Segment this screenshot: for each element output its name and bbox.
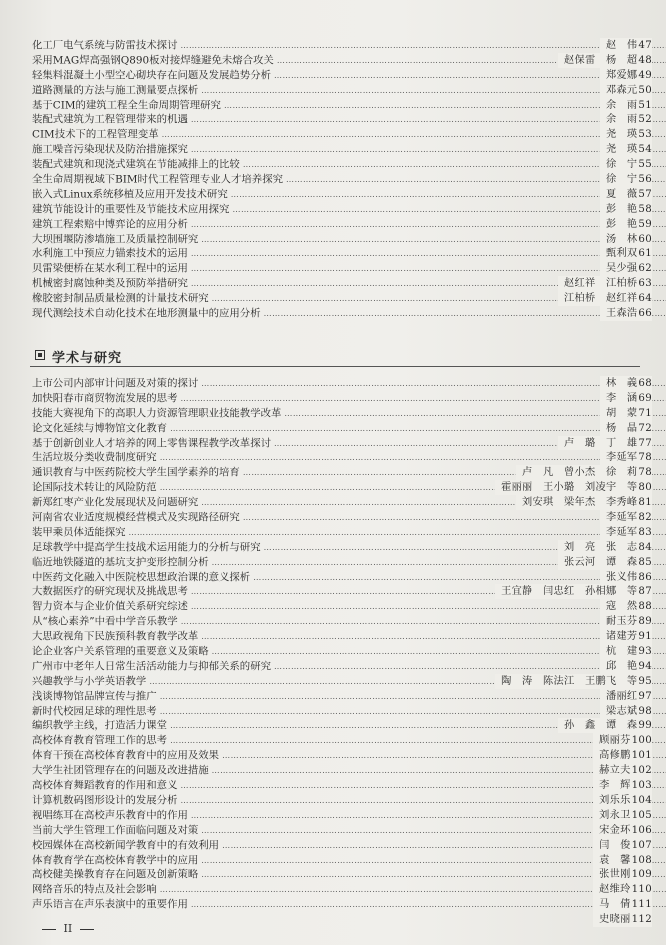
toc-entry xyxy=(0,689,666,704)
toc-entry-author: 王森浩 xyxy=(605,308,638,320)
toc-entry-meta xyxy=(600,599,652,614)
toc-entry-author: 赵保雷 杨 超 xyxy=(564,54,638,66)
toc-entry-page: 54 xyxy=(638,144,652,156)
toc-entry-meta xyxy=(593,808,652,823)
toc-entry xyxy=(0,172,666,187)
toc-entry-page: 84 xyxy=(638,541,652,553)
toc-entry-meta xyxy=(593,778,652,793)
toc-entry-page: 57 xyxy=(638,188,652,200)
toc-entry-meta xyxy=(600,421,652,436)
section-title: 学术与研究 xyxy=(52,351,123,366)
toc-entry-author: 顾丽芬 xyxy=(599,735,631,747)
toc-entry-author: 郑爱娜 xyxy=(605,69,638,81)
toc-entry-title: 基于CIM的建筑工程全生命周期管理研究 …………………………………………………………………………………………………………………………………………………………………………………………………… xyxy=(0,98,666,113)
toc-entry-meta xyxy=(600,644,652,659)
toc-entry-author: 张云河 谭 森 xyxy=(564,556,638,568)
toc-entry-title: 建筑工程索赔中博弈论的应用分析 …………………………………………………………………………………………………………………………………………………………………………………………………… xyxy=(0,217,666,232)
toc-entry xyxy=(0,853,666,868)
toc-entry-page: 112 xyxy=(631,914,652,926)
toc-entry-title: 大数据医疗的研究现状及挑战思考 …………………………………………………………………………………………………………………………………………………………………………………………………… xyxy=(0,584,666,599)
toc-entry-author: 李 辉 xyxy=(599,780,631,792)
toc-entry-author: 宋金环 xyxy=(599,824,631,836)
toc-entry-meta xyxy=(600,570,652,585)
toc-entry xyxy=(0,68,666,83)
toc-entry xyxy=(0,157,666,172)
toc-entry-meta xyxy=(495,584,652,599)
toc-entry-title: 现代测绘技术自动化技术在地形测量中的应用分析 …………………………………………………………………………………………………………………………………………………………………………………………………… xyxy=(0,306,666,321)
toc-entry-meta xyxy=(593,763,652,778)
toc-entry xyxy=(0,246,666,261)
toc-entry-page: 91 xyxy=(638,631,652,643)
toc-entry xyxy=(0,540,666,555)
toc-entry-title: 化工厂电气系统与防雷技术探讨 …………………………………………………………………………………………………………………………………………………………………………………………………… xyxy=(0,38,666,53)
toc-entry-meta xyxy=(593,733,652,748)
toc-entry-title: 装配式建筑为工程管理带来的机遇 …………………………………………………………………………………………………………………………………………………………………………………………………… xyxy=(0,112,666,127)
toc-entry-author: 卢 璐 丁 雄 xyxy=(564,437,638,449)
toc-entry-page: 77 xyxy=(638,437,652,449)
toc-entry-meta xyxy=(600,202,652,217)
toc-entry-author: 李延军 xyxy=(605,512,638,524)
toc-entry xyxy=(0,570,666,585)
toc-entry-title: 新时代校园足球的理性思考 …………………………………………………………………………………………………………………………………………………………………………………………………… xyxy=(0,704,666,719)
toc-entry xyxy=(0,495,666,510)
toc-entry-title: 河南省农业适度规模经营模式及实现路径研究 …………………………………………………………………………………………………………………………………………………………………………………………………… xyxy=(0,510,666,525)
toc-entry-title: 论国际技术转让的风险防范 …………………………………………………………………………………………………………………………………………………………………………………………………… xyxy=(0,480,666,495)
toc-entry-page: 52 xyxy=(638,114,652,126)
toc-entry-page: 99 xyxy=(638,720,652,732)
toc-entry-author: 霍丽丽 王小璐 刘凌宇 等 xyxy=(501,482,638,494)
toc-entry-title: 中医药文化融入中医院校思想政治课的意义探析 …………………………………………………………………………………………………………………………………………………………………………………………………… xyxy=(0,570,666,585)
toc-entry xyxy=(0,53,666,68)
toc-entry xyxy=(0,748,666,763)
toc-entry-page: 48 xyxy=(638,54,652,66)
toc-entry-author: 胡 蒙 xyxy=(605,407,638,419)
toc-entry-page: 103 xyxy=(631,780,652,792)
toc-entry-page: 71 xyxy=(638,407,652,419)
toc-entry xyxy=(0,584,666,599)
toc-entry-author: 吴少强 xyxy=(605,263,638,275)
toc-entry-title: 通识教育与中医药院校大学生国学素养的培育 …………………………………………………………………………………………………………………………………………………………………………………………………… xyxy=(0,465,666,480)
toc-entry-meta xyxy=(593,838,652,853)
toc-entry-title: 机械密封腐蚀种类及预防举措研究 …………………………………………………………………………………………………………………………………………………………………………………………………… xyxy=(0,276,666,291)
toc-entry-title: 施工噪音污染现状及防治措施探究 …………………………………………………………………………………………………………………………………………………………………………………………………… xyxy=(0,142,666,157)
toc-entry-title: 装配式建筑和现浇式建筑在节能减排上的比较 …………………………………………………………………………………………………………………………………………………………………………………………………… xyxy=(0,157,666,172)
toc-entry-title: 大思政视角下民族预科教育教学改革 …………………………………………………………………………………………………………………………………………………………………………………………………… xyxy=(0,629,666,644)
toc-entry-author: 潘丽红 xyxy=(605,690,638,702)
toc-entry-meta xyxy=(558,53,652,68)
toc-entry-author: 林 義 xyxy=(605,378,638,389)
toc-entry-title: 足球教学中提高学生技战术运用能力的分析与研究 …………………………………………………………………………………………………………………………………………………………………………………………………… xyxy=(0,540,666,555)
toc-entry xyxy=(0,465,666,480)
toc-entry xyxy=(0,674,666,689)
toc-entry xyxy=(0,763,666,778)
toc-entry-title: 轻集料混凝土小型空心砌块存在问题及发展趋势分析 …………………………………………………………………………………………………………………………………………………………………………………………………… xyxy=(0,68,666,83)
toc-entry xyxy=(0,599,666,614)
toc-entry xyxy=(0,436,666,451)
toc-entry-author: 夏 薇 xyxy=(605,188,638,200)
toc-entry-meta xyxy=(593,867,652,882)
toc-entry-meta xyxy=(600,68,652,83)
toc-entry xyxy=(0,202,666,217)
toc-entry-author: 赵红祥 江柏桥 xyxy=(564,278,638,290)
toc-entry-page: 107 xyxy=(631,839,652,851)
toc-entry xyxy=(0,614,666,629)
toc-entry-title: 浅谈博物馆品牌宣传与推广 …………………………………………………………………………………………………………………………………………………………………………………………………… xyxy=(0,689,666,704)
toc-entry-meta xyxy=(600,172,652,187)
toc-entry xyxy=(0,823,666,838)
toc-entry-meta xyxy=(593,912,652,927)
toc-entry-author: 赵 伟 xyxy=(605,40,638,51)
toc-entry-title: 道路测量的方法与施工测量要点探析 …………………………………………………………………………………………………………………………………………………………………………………………………… xyxy=(0,83,666,98)
toc-entry-page: 87 xyxy=(638,586,652,598)
toc-entry-page: 63 xyxy=(638,278,652,290)
toc-entry-page: 62 xyxy=(638,263,652,275)
toc-entry xyxy=(0,127,666,142)
toc-entry-author: 寇 然 xyxy=(605,601,638,613)
toc-entry xyxy=(0,261,666,276)
toc-entry xyxy=(0,912,666,927)
toc-entry-meta xyxy=(600,629,652,644)
toc-entry-meta xyxy=(600,450,652,465)
toc-entry-author: 余 雨 xyxy=(605,114,638,126)
toc-entry-page: 100 xyxy=(631,735,652,747)
toc-entry-title: 广州市中老年人日常生活活动能力与抑郁关系的研究 …………………………………………………………………………………………………………………………………………………………………………………………………… xyxy=(0,659,666,674)
footer-dash-right xyxy=(80,929,94,930)
toc-entry-author: 张义伟 xyxy=(605,571,638,583)
toc-entry-meta xyxy=(600,157,652,172)
toc-entry-page: 64 xyxy=(638,293,652,305)
toc-entry-title: 水利施工中预应力锚索技术的运用 …………………………………………………………………………………………………………………………………………………………………………………………………… xyxy=(0,246,666,261)
toc-entry-title: 论企业客户关系管理的重要意义及策略 …………………………………………………………………………………………………………………………………………………………………………………………………… xyxy=(0,644,666,659)
toc-entry-title: 高校体育教育管理工作的思考 …………………………………………………………………………………………………………………………………………………………………………………………………… xyxy=(0,733,666,748)
toc-entry xyxy=(0,629,666,644)
toc-entry xyxy=(0,897,666,912)
toc-entry-author: 孙 鑫 谭 森 xyxy=(564,720,638,732)
toc-entry-page: 86 xyxy=(638,571,652,583)
toc-entry-page: 102 xyxy=(631,765,652,777)
toc-entry-page: 88 xyxy=(638,601,652,613)
toc-entry xyxy=(0,525,666,540)
toc-entry-author: 赫立夫 xyxy=(599,765,631,777)
toc-entry-author: 张世刚 xyxy=(599,869,631,881)
toc-entry-page: 85 xyxy=(638,556,652,568)
toc-entry-author: 李延军 xyxy=(605,526,638,538)
toc-entry-title: 生活垃圾分类收费制度研究 …………………………………………………………………………………………………………………………………………………………………………………………………… xyxy=(0,450,666,465)
toc-entry xyxy=(0,659,666,674)
toc-entry xyxy=(0,276,666,291)
toc-entry-meta xyxy=(600,142,652,157)
toc-entry xyxy=(0,555,666,570)
toc-entry-author: 刘 亮 张 志 xyxy=(564,541,638,553)
toc-entry-page: 50 xyxy=(638,84,652,96)
toc-entry-title: 网络音乐的特点及社会影响 …………………………………………………………………………………………………………………………………………………………………………………………………… xyxy=(0,882,666,897)
toc-entry-meta xyxy=(600,83,652,98)
toc-entry xyxy=(0,83,666,98)
toc-entry-meta xyxy=(516,495,652,510)
toc-entry-author: 刘永卫 xyxy=(599,809,631,821)
toc-entry-meta xyxy=(600,217,652,232)
toc-entry xyxy=(0,793,666,808)
toc-entry-title: 高校体育舞蹈教育的作用和意义 …………………………………………………………………………………………………………………………………………………………………………………………………… xyxy=(0,778,666,793)
toc-entry-title: 体育干预在高校体育教育中的应用及效果 …………………………………………………………………………………………………………………………………………………………………………………………………… xyxy=(0,748,666,763)
toc-entry-author: 马 倩 xyxy=(599,899,631,911)
toc-entry-meta xyxy=(558,436,652,451)
toc-entry-author: 王宜静 闫忠红 孙相娜 等 xyxy=(501,586,638,598)
toc-entry-title: 高校健美操教育存在问题及创新策略 …………………………………………………………………………………………………………………………………………………………………………………………………… xyxy=(0,867,666,882)
toc-entry xyxy=(0,291,666,306)
toc-entry-page: 111 xyxy=(631,899,652,911)
toc-entry-meta xyxy=(516,465,652,480)
toc-entry-author: 刘安琪 梁年杰 李秀峰 xyxy=(522,497,638,509)
toc-entry-page: 93 xyxy=(638,646,652,658)
toc-entry-page: 109 xyxy=(631,869,652,881)
toc-entry-page: 61 xyxy=(638,248,652,260)
toc-entry-meta xyxy=(593,853,652,868)
toc-entry-page: 53 xyxy=(638,129,652,141)
toc-entry-title: 嵌入式Linux系统移植及应用开发技术研究 …………………………………………………………………………………………………………………………………………………………………………………………………… xyxy=(0,187,666,202)
toc-entry-title: 全生命周期视域下BIM时代工程管理专业人才培养探究 …………………………………………………………………………………………………………………………………………………………………………………………………… xyxy=(0,172,666,187)
toc-entry xyxy=(0,733,666,748)
toc-entry-page: 78 xyxy=(638,452,652,464)
toc-entry xyxy=(0,867,666,882)
toc-entry xyxy=(0,480,666,495)
toc-entry-meta xyxy=(593,793,652,808)
toc-entry xyxy=(0,882,666,897)
toc-entry-meta xyxy=(600,704,652,719)
toc-entry-meta xyxy=(600,38,652,53)
toc-entry-author: 卢 凡 曾小杰 徐 莉 xyxy=(522,467,638,479)
toc-entry-page: 82 xyxy=(638,512,652,524)
toc-entry-author: 杭 建 xyxy=(605,646,638,658)
toc-entry xyxy=(0,112,666,127)
toc-entry-meta xyxy=(558,291,652,306)
toc-entry-page: 58 xyxy=(638,203,652,215)
toc-entry-meta xyxy=(600,689,652,704)
toc-entry xyxy=(0,217,666,232)
toc-entry-title: 声乐语言在声乐表演中的重要作用 …………………………………………………………………………………………………………………………………………………………………………………………………… xyxy=(0,897,666,912)
toc-entry-author: 李 涵 xyxy=(605,392,638,404)
toc-entry-meta xyxy=(600,98,652,113)
toc-entry-page: 80 xyxy=(638,482,652,494)
toc-entry-meta xyxy=(593,897,652,912)
toc-entry-title: 从“核心素养”中看中学音乐教学 …………………………………………………………………………………………………………………………………………………………………………………………………… xyxy=(0,614,666,629)
toc-entry-author: 尧 瑛 xyxy=(605,129,638,141)
toc-entry-meta xyxy=(558,718,652,733)
toc-entry-meta xyxy=(600,232,652,247)
toc-entry xyxy=(0,406,666,421)
toc-entry-title: 装甲乘员体适能探究 …………………………………………………………………………………………………………………………………………………………………………………………………… xyxy=(0,525,666,540)
toc-entry-title: 大坝围堰防渗墙施工及质量控制研究 …………………………………………………………………………………………………………………………………………………………………………………………………… xyxy=(0,232,666,247)
toc-entry-author: 邱 艳 xyxy=(605,660,638,672)
toc-entry-page: 56 xyxy=(638,174,652,186)
toc-entry-page: 68 xyxy=(638,378,652,389)
toc-entry-page: 83 xyxy=(638,526,652,538)
toc-entry xyxy=(0,778,666,793)
toc-entry-author: 彭 艳 xyxy=(605,203,638,215)
toc-entry xyxy=(0,187,666,202)
toc-entry-meta xyxy=(600,127,652,142)
toc-entry-title: 基于创新创业人才培养的网上零售课程教学改革探讨 …………………………………………………………………………………………………………………………………………………………………………………………………… xyxy=(0,436,666,451)
toc-entry-page: 95 xyxy=(638,675,652,687)
toc-entry-page: 51 xyxy=(638,99,652,111)
toc-entry-author: 梁志斌 xyxy=(605,705,638,717)
toc-entry xyxy=(0,421,666,436)
toc-entry xyxy=(0,718,666,733)
toc-entry-title: 上市公司内部审计问题及对策的探讨 …………………………………………………………………………………………………………………………………………………………………………………………………… xyxy=(0,376,666,391)
toc-entry-author: 汤 林 xyxy=(605,233,638,245)
toc-entry-author: 余 雨 xyxy=(605,99,638,111)
toc-entry xyxy=(0,510,666,525)
toc-entry-page: 78 xyxy=(638,467,652,479)
toc-entry-title: 兴趣教学与小学英语教学 …………………………………………………………………………………………………………………………………………………………………………………………………… xyxy=(0,674,666,689)
toc-entry-title: 临近地铁隧道的基坑支护变形控制分析 …………………………………………………………………………………………………………………………………………………………………………………………………… xyxy=(0,555,666,570)
toc-entry-page: 69 xyxy=(638,392,652,404)
toc-entry-meta xyxy=(600,406,652,421)
toc-list-bottom xyxy=(0,376,666,927)
page-number: II xyxy=(63,922,73,935)
toc-entry-title: 视唱练耳在高校声乐教育中的作用 …………………………………………………………………………………………………………………………………………………………………………………………………… xyxy=(0,808,666,823)
toc-entry-author: 诸建芳 xyxy=(605,631,638,643)
toc-entry-page: 47 xyxy=(638,40,652,51)
toc-entry-title: 技能大赛视角下的高职人力资源管理职业技能教学改革 …………………………………………………………………………………………………………………………………………………………………………………………………… xyxy=(0,406,666,421)
toc-entry-page: 49 xyxy=(638,69,652,81)
toc-entry-meta xyxy=(558,555,652,570)
toc-entry-title: 体育教育学在高校体育教学中的应用 …………………………………………………………………………………………………………………………………………………………………………………………………… xyxy=(0,853,666,868)
toc-entry-meta xyxy=(600,246,652,261)
toc-entry-meta xyxy=(495,480,652,495)
toc-entry-author: 徐 宁 xyxy=(605,159,638,171)
toc-entry xyxy=(0,644,666,659)
toc-entry-title: 编织教学主线，打造活力课堂 …………………………………………………………………………………………………………………………………………………………………………………………………… xyxy=(0,718,666,733)
toc-entry-meta xyxy=(600,510,652,525)
toc-entry-author: 李延军 xyxy=(605,452,638,464)
toc-entry-title: 建筑节能设计的重要性及节能技术应用探究 …………………………………………………………………………………………………………………………………………………………………………………………………… xyxy=(0,202,666,217)
toc-entry-title: 橡胶密封制品质量检测的计量技术研究 …………………………………………………………………………………………………………………………………………………………………………………………………… xyxy=(0,291,666,306)
toc-entry-author: 耐玉芬 xyxy=(605,616,638,628)
toc-entry-author: 史晓丽 xyxy=(599,914,631,926)
toc-entry-page: 106 xyxy=(631,824,652,836)
toc-entry-meta xyxy=(600,306,652,321)
toc-entry-title: 论文化延续与博物馆文化教育 …………………………………………………………………………………………………………………………………………………………………………………………………… xyxy=(0,421,666,436)
toc-entry-meta xyxy=(600,376,652,391)
toc-entry-author: 袁 馨 xyxy=(599,854,631,866)
section-header xyxy=(30,347,640,365)
toc-entry-author: 刘乐乐 xyxy=(599,794,631,806)
toc-entry-title: 采用MAG焊高强钢Q890板对接焊缝避免未熔合攻关 …………………………………………………………………………………………………………………………………………………………………………………………………… xyxy=(0,53,666,68)
toc-entry-page: 55 xyxy=(638,159,652,171)
toc-entry-author: 赵维玲 xyxy=(599,884,631,896)
toc-entry-title: 新郑红枣产业化发展现状及问题研究 …………………………………………………………………………………………………………………………………………………………………………………………………… xyxy=(0,495,666,510)
toc-entry-page: 104 xyxy=(631,794,652,806)
toc-entry-title: 计算机数码图形设计的发展分析 …………………………………………………………………………………………………………………………………………………………………………………………………… xyxy=(0,793,666,808)
section-divider xyxy=(30,366,640,367)
toc-entry-meta xyxy=(600,187,652,202)
toc-entry-page: 66 xyxy=(638,308,652,320)
toc-entry-meta xyxy=(593,882,652,897)
toc-entry-meta xyxy=(600,659,652,674)
toc-entry-meta xyxy=(495,674,652,689)
toc-entry-meta xyxy=(593,823,652,838)
toc-entry-author: 江柏桥 赵红祥 xyxy=(564,293,638,305)
toc-entry xyxy=(0,838,666,853)
toc-entry-author: 杨 晶 xyxy=(605,422,638,434)
toc-entry-meta xyxy=(558,540,652,555)
toc-entry xyxy=(0,808,666,823)
toc-entry-meta xyxy=(600,614,652,629)
toc-entry xyxy=(0,98,666,113)
toc-entry xyxy=(0,306,666,321)
toc-entry xyxy=(0,450,666,465)
toc-entry xyxy=(0,142,666,157)
toc-entry-page: 72 xyxy=(638,422,652,434)
page-footer xyxy=(38,922,98,935)
toc-entry-author: 邓森元 xyxy=(605,84,638,96)
toc-entry-page: 105 xyxy=(631,809,652,821)
toc-entry-author: 徐 宁 xyxy=(605,174,638,186)
toc-entry xyxy=(0,704,666,719)
toc-entry-title: CIM技术下的工程管理变革 …………………………………………………………………………………………………………………………………………………………………………………………………… xyxy=(0,127,666,142)
toc-entry-page: 108 xyxy=(631,854,652,866)
toc-entry-page: 98 xyxy=(638,705,652,717)
toc-entry-page: 89 xyxy=(638,616,652,628)
toc-entry xyxy=(0,391,666,406)
footer-dash-left xyxy=(42,929,56,930)
toc-list-top xyxy=(0,38,666,321)
toc-entry-author: 闫 俊 xyxy=(599,839,631,851)
toc-entry xyxy=(0,376,666,391)
toc-entry-author: 甄利双 xyxy=(605,248,638,260)
toc-entry-page: 101 xyxy=(631,750,652,762)
toc-entry-author: 陶 涛 陈法江 王鹏飞 等 xyxy=(501,675,638,687)
section-square-icon xyxy=(35,350,45,360)
toc-entry-meta xyxy=(600,391,652,406)
toc-entry-author: 彭 艳 xyxy=(605,218,638,230)
toc-entry-title: 校园媒体在高校新闻学教育中的有效利用 …………………………………………………………………………………………………………………………………………………………………………………………………… xyxy=(0,838,666,853)
toc-entry-title: 大学生社团管理存在的问题及改进措施 …………………………………………………………………………………………………………………………………………………………………………………………………… xyxy=(0,763,666,778)
toc-entry-meta xyxy=(593,748,652,763)
toc-entry-page: 110 xyxy=(631,884,652,896)
toc-entry xyxy=(0,232,666,247)
toc-entry-title: 当前大学生管理工作面临问题及对策 …………………………………………………………………………………………………………………………………………………………………………………………………… xyxy=(0,823,666,838)
toc-entry-meta xyxy=(600,261,652,276)
toc-entry-page: 59 xyxy=(638,218,652,230)
toc-entry-meta xyxy=(600,112,652,127)
toc-entry-page: 60 xyxy=(638,233,652,245)
toc-entry-title: 智力资本与企业价值关系研究综述 …………………………………………………………………………………………………………………………………………………………………………………………………… xyxy=(0,599,666,614)
toc-entry-title: 加快阳春市商贸物流发展的思考 …………………………………………………………………………………………………………………………………………………………………………………………………… xyxy=(0,391,666,406)
toc-entry-meta xyxy=(558,276,652,291)
toc-entry-page: 94 xyxy=(638,660,652,672)
toc-entry-author: 尧 瑛 xyxy=(605,144,638,156)
toc-entry-page: 97 xyxy=(638,690,652,702)
toc-entry-meta xyxy=(600,525,652,540)
toc-entry-author: 高修鹏 xyxy=(599,750,631,762)
toc-entry-page: 81 xyxy=(638,497,652,509)
toc-entry xyxy=(0,38,666,53)
toc-entry-title: 贝雷梁便桥在某水利工程中的运用 …………………………………………………………………………………………………………………………………………………………………………………………………… xyxy=(0,261,666,276)
